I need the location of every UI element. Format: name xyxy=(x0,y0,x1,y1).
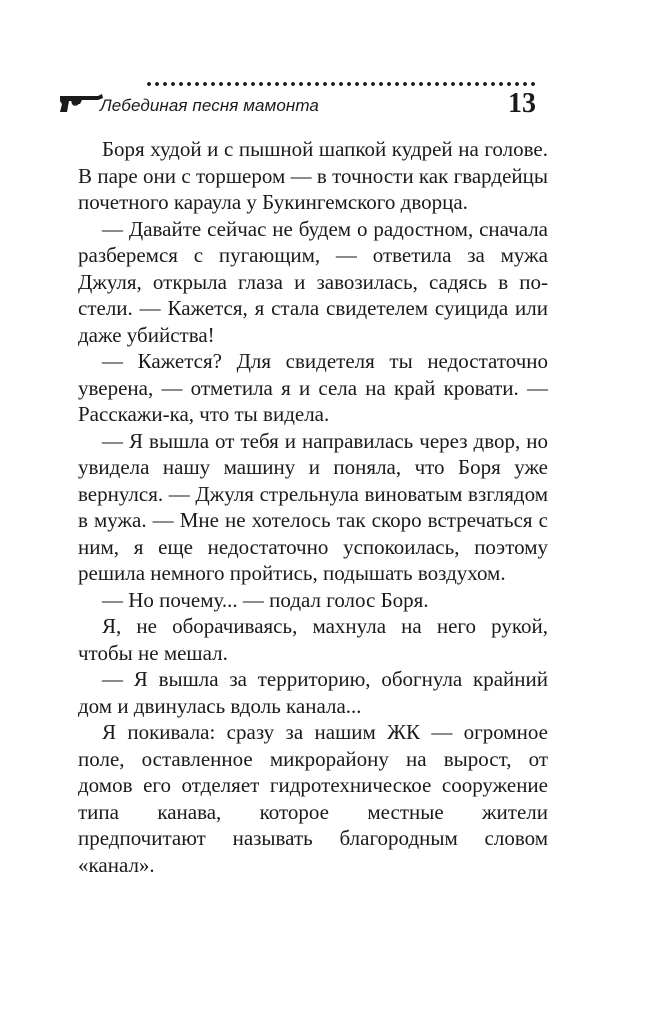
paragraph: — Я вышла от тебя и направилась через двор, но увидела нашу машину и поняла, что Боря уже вернулся. — Джуля стрельнула виноватым взглядом в мужа. — Мне не хотелось так скоро встречаться с ним, я еще недостаточно успокоилась, поэтому решила немного пройтись, подышать воздухом. xyxy=(78,428,548,585)
paragraph: Я покивала: сразу за нашим ЖК — огромное поле, оставленное микрорайону на вырост, от домов его отделяет гидротехническое сооружение типа канава, которое местные жители предпочитают называть благородным словом «канал». xyxy=(78,720,548,877)
paragraph: Боря худой и с пышной шапкой кудрей на голове. В паре они с торшером — в точности как гвардейцы почетного караула у Букингемского дворца. xyxy=(78,137,548,214)
running-title: Лебединая песня мамонта xyxy=(100,96,319,115)
running-header xyxy=(44,78,564,134)
paragraph: — Давайте сейчас не будем о радостном, сначала разберемся с пугающим, — ответила за мужа Джуля, открыла глаза и завозилась, садясь в постели. — Кажется, я стала свидетелем суицида или даже убийства! xyxy=(78,216,548,347)
paragraph: — Кажется? Для свидетеля ты недостаточно уверена, — отметила я и села на край кровати. — Расскажи-ка, что ты видела. xyxy=(78,349,548,426)
page-number: 13 xyxy=(508,88,536,119)
paragraph: Я, не оборачиваясь, махнула на него рукой, чтобы не мешал. xyxy=(78,614,548,665)
paragraph: — Я вышла за территорию, обогнула крайний дом и двинулась вдоль канала... xyxy=(78,667,548,718)
revolver-icon xyxy=(58,92,104,114)
body-text xyxy=(78,136,548,878)
paragraph: — Но почему... — подал голос Боря. xyxy=(102,587,429,612)
dotted-rule xyxy=(145,80,537,88)
